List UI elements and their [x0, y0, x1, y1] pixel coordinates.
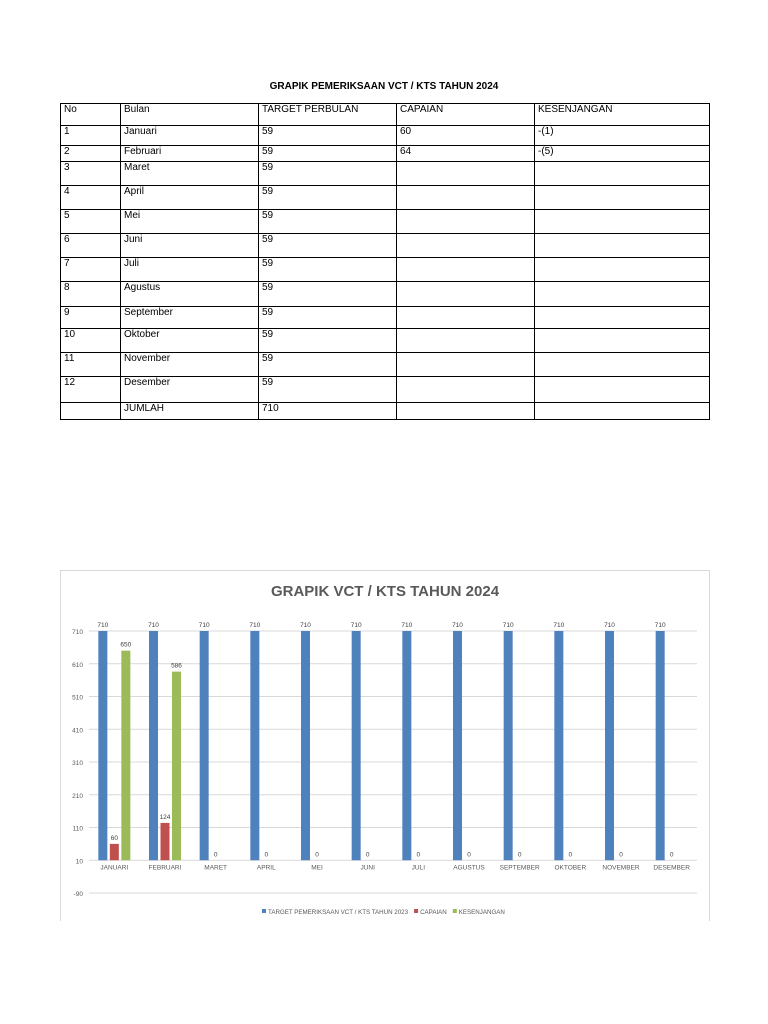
data-label: 710	[401, 622, 413, 629]
y-tick-label: 410	[72, 727, 83, 735]
cell-no: 4	[61, 186, 121, 210]
table-header-row	[61, 104, 710, 126]
data-label: 710	[300, 622, 311, 629]
cell-no: 3	[61, 162, 121, 186]
data-label: 710	[502, 622, 514, 629]
table-row	[61, 282, 710, 307]
x-tick-label: JULI	[411, 864, 426, 872]
table-row	[61, 403, 710, 420]
cell-no: 10	[61, 329, 121, 353]
table-row	[61, 146, 710, 162]
cell-target: 59	[259, 377, 397, 403]
bar-target-pemeriksaan-vct-kts-tahun-2023	[98, 631, 107, 860]
x-tick-label: JANUARI	[100, 864, 129, 872]
y-tick-label: 610	[72, 661, 83, 669]
data-label: 710	[198, 622, 210, 629]
data-label: 0	[568, 851, 573, 859]
table-row	[61, 210, 710, 234]
cell-bulan: JUMLAH	[121, 403, 259, 420]
cell-target: 59	[259, 126, 397, 146]
y-tick-label: -90	[73, 891, 83, 898]
cell-target: 710	[259, 403, 397, 420]
cell-capaian	[397, 210, 535, 234]
data-label: 0	[213, 851, 218, 859]
x-tick-label: DESEMBER	[653, 864, 690, 872]
cell-kesenjangan	[535, 329, 710, 353]
cell-capaian	[397, 403, 535, 420]
cell-no: 8	[61, 282, 121, 307]
cell-kesenjangan: -(5)	[535, 146, 710, 162]
chart-container	[60, 570, 710, 921]
table-row	[61, 307, 710, 329]
bar-target-pemeriksaan-vct-kts-tahun-2023	[149, 631, 158, 860]
cell-capaian: 60	[397, 126, 535, 146]
cell-no: 11	[61, 353, 121, 377]
bar-target-pemeriksaan-vct-kts-tahun-2023	[301, 631, 310, 860]
legend-swatch	[414, 909, 418, 913]
cell-bulan: April	[121, 186, 259, 210]
table-row	[61, 234, 710, 258]
data-label: 710	[249, 622, 261, 629]
cell-capaian	[397, 234, 535, 258]
cell-kesenjangan	[535, 234, 710, 258]
cell-bulan: September	[121, 307, 259, 329]
chart-title: GRAPIK VCT / KTS TAHUN 2024	[270, 583, 500, 600]
cell-bulan: Juli	[121, 258, 259, 282]
cell-capaian	[397, 162, 535, 186]
bar-target-pemeriksaan-vct-kts-tahun-2023	[656, 631, 665, 860]
data-label: 586	[171, 662, 182, 670]
column-header-no: No	[61, 104, 121, 126]
x-tick-label: FEBRUARI	[148, 864, 182, 872]
cell-target: 59	[259, 307, 397, 329]
cell-target: 59	[259, 258, 397, 282]
cell-no: 2	[61, 146, 121, 162]
cell-target: 59	[259, 282, 397, 307]
cell-bulan: Desember	[121, 377, 259, 403]
cell-kesenjangan	[535, 282, 710, 307]
cell-kesenjangan	[535, 307, 710, 329]
cell-bulan: Februari	[121, 146, 259, 162]
cell-bulan: Agustus	[121, 282, 259, 307]
document-title: GRAPIK PEMERIKSAAN VCT / KTS TAHUN 2024	[269, 81, 499, 92]
data-label: 0	[315, 851, 319, 859]
data-label: 0	[467, 851, 471, 859]
cell-target: 59	[259, 210, 397, 234]
x-tick-label: JUNI	[360, 864, 375, 872]
data-label: 710	[654, 622, 666, 629]
cell-no: 9	[61, 307, 121, 329]
cell-bulan: Maret	[121, 162, 259, 186]
x-tick-label: OKTOBER	[554, 864, 587, 872]
table-row	[61, 126, 710, 146]
table-row	[61, 377, 710, 403]
cell-capaian	[397, 377, 535, 403]
bar-target-pemeriksaan-vct-kts-tahun-2023	[554, 631, 563, 860]
cell-kesenjangan	[535, 403, 710, 420]
bar-chart	[61, 571, 709, 921]
y-tick-label: 210	[72, 792, 83, 800]
data-label: 0	[365, 851, 370, 859]
bar-capaian	[161, 823, 170, 860]
table-row	[61, 353, 710, 377]
cell-no: 6	[61, 234, 121, 258]
y-tick-label: 10	[75, 858, 83, 866]
cell-bulan: Oktober	[121, 329, 259, 353]
data-label: 0	[669, 851, 674, 859]
cell-kesenjangan	[535, 353, 710, 377]
cell-capaian	[397, 258, 535, 282]
legend-label: CAPAIAN	[420, 909, 447, 916]
table-row	[61, 329, 710, 353]
table-row	[61, 186, 710, 210]
target-table	[60, 103, 710, 420]
column-header-bulan: Bulan	[121, 104, 259, 126]
cell-no: 5	[61, 210, 121, 234]
column-header-capaian: CAPAIAN	[397, 104, 535, 126]
bar-target-pemeriksaan-vct-kts-tahun-2023	[453, 631, 462, 860]
bar-capaian	[110, 844, 119, 860]
cell-no	[61, 403, 121, 420]
cell-bulan: November	[121, 353, 259, 377]
cell-kesenjangan	[535, 162, 710, 186]
bar-kesenjangan	[121, 651, 130, 861]
x-tick-label: NOVEMBER	[602, 864, 640, 872]
cell-capaian	[397, 186, 535, 210]
legend-swatch	[262, 909, 266, 913]
data-label: 0	[416, 851, 421, 859]
bar-target-pemeriksaan-vct-kts-tahun-2023	[250, 631, 259, 860]
data-label: 710	[604, 622, 615, 629]
legend-label: KESENJANGAN	[458, 909, 505, 916]
column-header-kesenjangan: KESENJANGAN	[535, 104, 710, 126]
cell-bulan: Juni	[121, 234, 259, 258]
cell-capaian	[397, 329, 535, 353]
cell-kesenjangan	[535, 377, 710, 403]
cell-kesenjangan: -(1)	[535, 126, 710, 146]
data-label: 60	[110, 834, 118, 842]
y-tick-label: 510	[72, 694, 83, 702]
cell-target: 59	[259, 234, 397, 258]
y-tick-label: 710	[72, 629, 83, 636]
cell-bulan: Januari	[121, 126, 259, 146]
cell-kesenjangan	[535, 258, 710, 282]
cell-capaian	[397, 353, 535, 377]
data-label: 0	[264, 851, 269, 859]
cell-target: 59	[259, 329, 397, 353]
data-label: 650	[120, 641, 132, 649]
data-label: 710	[553, 622, 565, 629]
x-tick-label: MARET	[204, 864, 228, 872]
legend-label: TARGET PEMERIKSAAN VCT / KTS TAHUN 2023	[268, 909, 409, 916]
x-tick-label: MEI	[311, 864, 323, 872]
data-label: 710	[148, 622, 159, 629]
legend-swatch	[453, 909, 457, 913]
bar-target-pemeriksaan-vct-kts-tahun-2023	[352, 631, 361, 860]
x-tick-label: SEPTEMBER	[499, 864, 540, 872]
bar-target-pemeriksaan-vct-kts-tahun-2023	[402, 631, 411, 860]
bar-kesenjangan	[172, 672, 181, 861]
cell-capaian	[397, 282, 535, 307]
table-row	[61, 258, 710, 282]
cell-target: 59	[259, 353, 397, 377]
data-label: 0	[619, 851, 623, 859]
cell-no: 12	[61, 377, 121, 403]
table-row	[61, 162, 710, 186]
x-tick-label: AGUSTUS	[453, 864, 485, 872]
cell-no: 7	[61, 258, 121, 282]
cell-target: 59	[259, 186, 397, 210]
data-label: 0	[517, 851, 522, 859]
cell-kesenjangan	[535, 210, 710, 234]
data-label: 710	[350, 622, 362, 629]
x-tick-label: APRIL	[256, 864, 276, 872]
bar-target-pemeriksaan-vct-kts-tahun-2023	[605, 631, 614, 860]
cell-target: 59	[259, 146, 397, 162]
y-tick-label: 310	[72, 760, 83, 767]
cell-target: 59	[259, 162, 397, 186]
data-label: 124	[159, 813, 171, 821]
column-header-target: TARGET PERBULAN	[259, 104, 397, 126]
cell-kesenjangan	[535, 186, 710, 210]
bar-target-pemeriksaan-vct-kts-tahun-2023	[200, 631, 209, 860]
bar-target-pemeriksaan-vct-kts-tahun-2023	[504, 631, 513, 860]
data-label: 710	[452, 622, 463, 629]
y-tick-label: 110	[72, 825, 83, 833]
cell-bulan: Mei	[121, 210, 259, 234]
cell-no: 1	[61, 126, 121, 146]
cell-capaian: 64	[397, 146, 535, 162]
data-label: 710	[97, 622, 109, 629]
table-body	[61, 126, 710, 420]
cell-capaian	[397, 307, 535, 329]
